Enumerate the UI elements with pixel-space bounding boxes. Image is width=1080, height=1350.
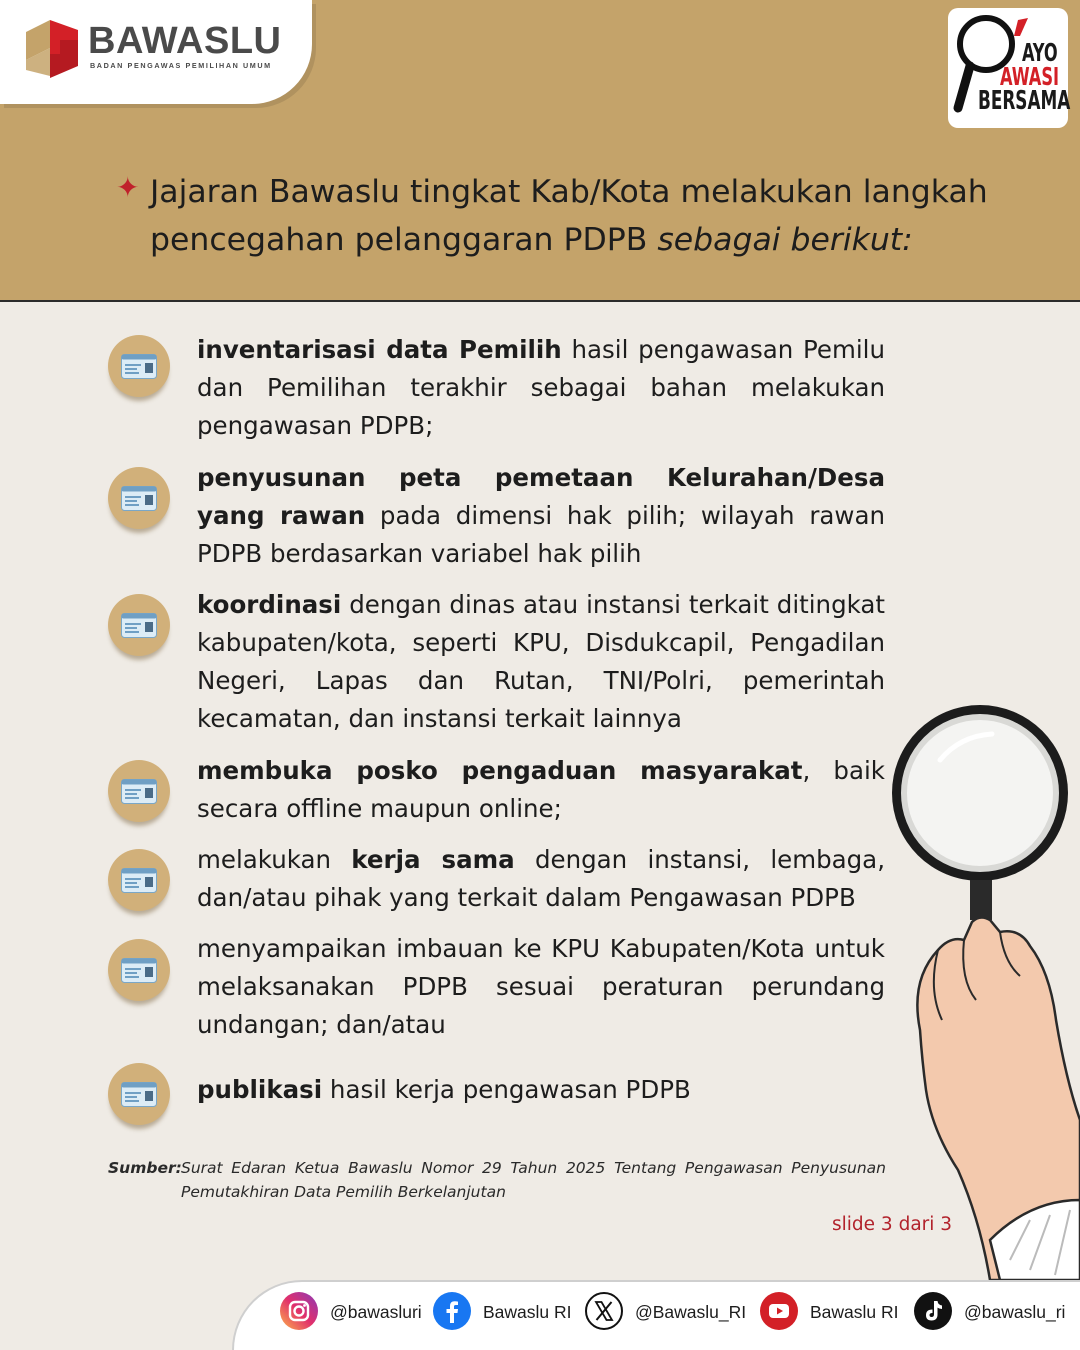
id-card-icon (108, 467, 170, 529)
social-label: Bawaslu RI (810, 1302, 899, 1322)
campaign-line-2: AWASI (1000, 62, 1060, 91)
tiktok-icon (914, 1292, 952, 1330)
id-card-icon (108, 939, 170, 1001)
id-card-icon (108, 760, 170, 822)
instagram-icon (280, 1292, 318, 1330)
list-item: penyusunan peta pemetaan Kelurahan/Desa yang rawan pada dimensi hak pilih; wilayah rawan PDPB berdasarkan variabel hak pilih (197, 463, 885, 568)
logo[interactable] (0, 0, 312, 104)
id-card-icon (108, 335, 170, 397)
brand-tagline: BADAN PENGAWAS PEMILIHAN UMUM (90, 61, 272, 70)
social-label: @bawasluri (330, 1302, 422, 1322)
x-icon (585, 1292, 623, 1330)
intro-emphasis: sebagai berikut: (657, 222, 913, 258)
campaign-badge (948, 8, 1071, 128)
source-label: Sumber: (108, 1159, 182, 1177)
id-card-icon (108, 594, 170, 656)
list-item: koordinasi dengan dinas atau instansi terkait ditingkat kabupaten/kota, seperti KPU, Disdukcapil, Pengadilan Negeri, Lapas dan Rutan, TNI/Polri, pemerintah kecamatan, dan instansi terkait lainnya (197, 590, 885, 733)
id-card-icon (108, 1063, 170, 1125)
list-item: melakukan kerja sama dengan instansi, lembaga, dan/atau pihak yang terkait dalam Pengawasan PDPB (197, 845, 885, 912)
social-label: @Bawaslu_RI (635, 1302, 747, 1322)
facebook-icon (433, 1292, 471, 1330)
brand-name: BAWASLU (88, 20, 282, 62)
sparkle-icon: ✦ (116, 171, 140, 204)
social-label: @bawaslu_ri (964, 1302, 1066, 1322)
intro-lead: Jajaran Bawaslu tingkat Kab/Kota melakukan langkah pencegahan pelanggaran PDPB (150, 174, 988, 258)
id-card-icon (108, 849, 170, 911)
bawaslu-logo-icon (22, 14, 82, 82)
slide-indicator: slide 3 dari 3 (832, 1214, 953, 1235)
source-text: Surat Edaran Ketua Bawaslu Nomor 29 Tahun 2025 Tentang Pengawasan Penyusunan Pemutakhiran Data Pemilih Berkelanjutan (181, 1159, 886, 1201)
social-label: Bawaslu RI (483, 1302, 572, 1322)
list-item: menyampaikan imbauan ke KPU Kabupaten/Kota untuk melaksanakan PDPB sesuai peraturan perundang undangan; dan/atau (197, 934, 885, 1039)
youtube-icon (760, 1292, 798, 1330)
campaign-line-3: BERSAMA (978, 86, 1071, 116)
list-item: inventarisasi data Pemilih hasil pengawasan Pemilu dan Pemilihan terakhir sebagai bahan melakukan pengawasan PDPB; (197, 335, 885, 440)
campaign-line-1: AYO (1022, 38, 1058, 67)
list-item: membuka posko pengaduan masyarakat, baik secara offline maupun online; (197, 756, 885, 823)
intro-heading (150, 168, 1010, 264)
list-item: publikasi hasil kerja pengawasan PDPB (197, 1075, 691, 1104)
magnifying-glass-hand-illustration (880, 700, 1080, 1280)
